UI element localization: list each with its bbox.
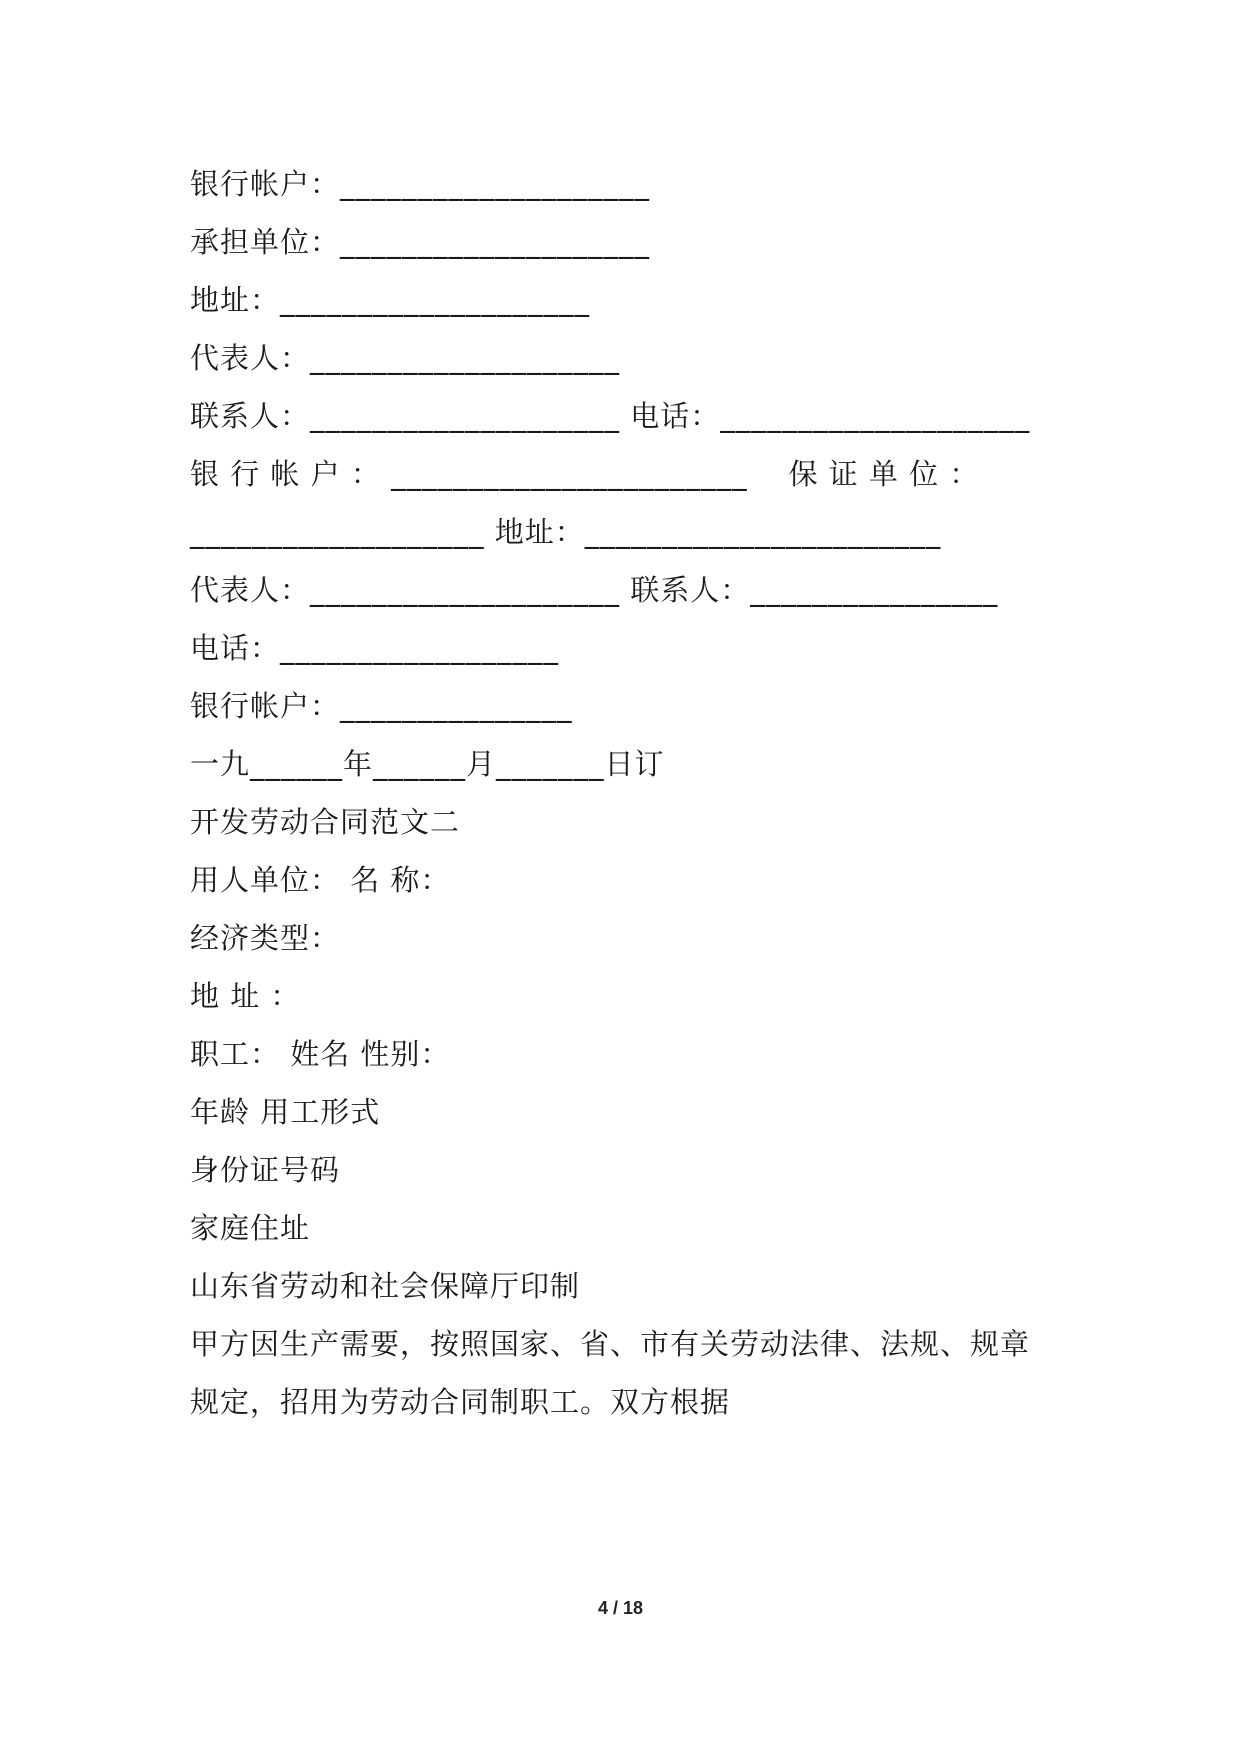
printed-by-line: 山东省劳动和社会保障厅印制: [190, 1269, 581, 1303]
address-line-1: 地址：____________________: [190, 283, 591, 317]
employer-name-line: 用人单位： 名 称：: [190, 863, 451, 897]
bank-account-line-2: 银行帐户：_______________: [190, 689, 573, 723]
contact-phone-line: 联系人：____________________ 电话：____________________: [190, 399, 1031, 433]
age-employment-form-line: 年龄 用工形式: [190, 1095, 381, 1129]
bank-account-guarantor-line: 银 行 帐 户 ： _______________________ 保 证 单 位 ：: [190, 457, 980, 491]
page-number: 4 / 18: [597, 1598, 644, 1618]
body-paragraph-line-2: 规定，招用为劳动合同制职工。双方根据: [190, 1385, 731, 1419]
representative-contact-line: 代表人：____________________ 联系人：________________: [190, 573, 999, 607]
economic-type-line: 经济类型：: [190, 921, 341, 955]
id-number-line: 身份证号码: [190, 1153, 341, 1187]
employer-address-line: 地 址 ：: [190, 979, 301, 1013]
employee-name-gender-line: 职工： 姓名 性别：: [190, 1037, 451, 1071]
undertaking-unit-line: 承担单位：____________________: [190, 225, 651, 259]
bank-account-line-1: 银行帐户：____________________: [190, 167, 651, 201]
home-address-line: 家庭住址: [190, 1211, 311, 1245]
phone-line: 电话：__________________: [190, 631, 560, 665]
representative-line-1: 代表人：____________________: [190, 341, 621, 375]
section-title: 开发劳动合同范文二: [190, 805, 461, 839]
date-signed-line: 一九______年______月_______日订: [190, 747, 665, 781]
guarantor-address-line: ___________________ 地址：_______________________: [190, 515, 942, 549]
body-paragraph-line-1: 甲方因生产需要，按照国家、省、市有关劳动法律、法规、规章: [190, 1327, 1031, 1361]
